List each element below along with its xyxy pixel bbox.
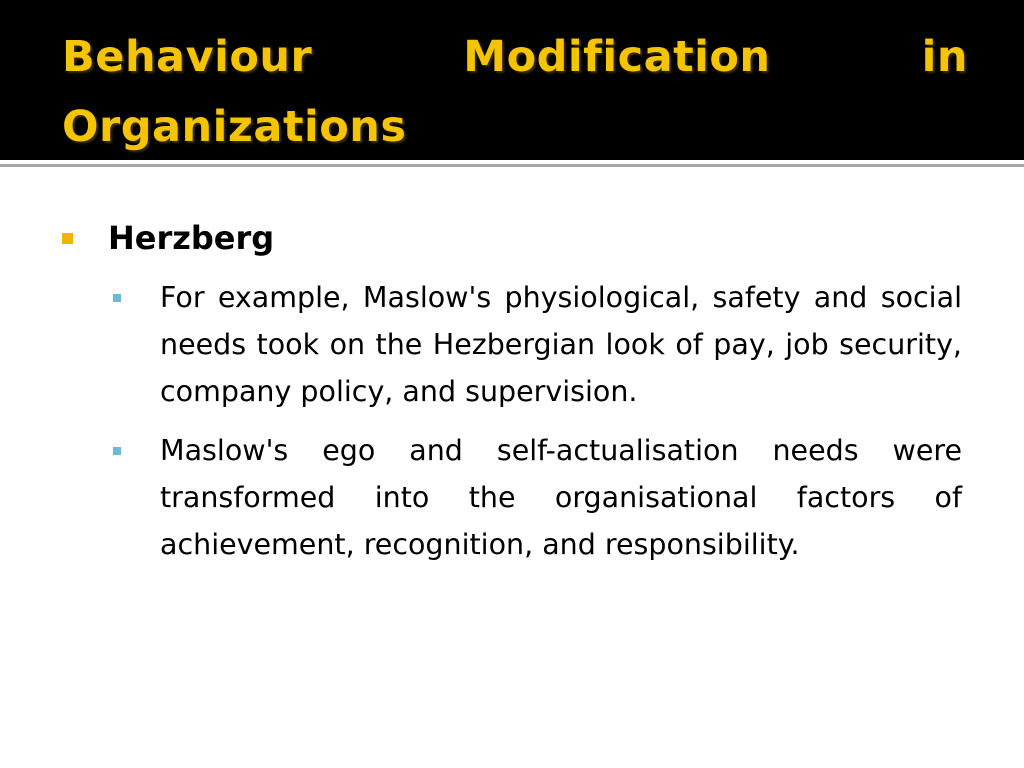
bullet-heading: Herzberg bbox=[108, 219, 275, 257]
title-divider bbox=[0, 164, 1024, 167]
sub-bullet-text: For example, Maslow's physiological, safety and social needs took on the Hezbergian look of pay, job security, company policy, and supervision. bbox=[160, 281, 962, 408]
sub-bullet-text: Maslow's ego and self-actualisation needs were transformed into the organisational factors of achievement, recognition, and responsibility. bbox=[160, 434, 962, 561]
slide-title: Behaviour Modification in Organizations bbox=[62, 32, 968, 152]
square-bullet-icon bbox=[113, 294, 121, 302]
square-bullet-icon bbox=[62, 233, 73, 244]
square-bullet-icon bbox=[113, 447, 121, 455]
title-bar bbox=[0, 0, 1024, 160]
